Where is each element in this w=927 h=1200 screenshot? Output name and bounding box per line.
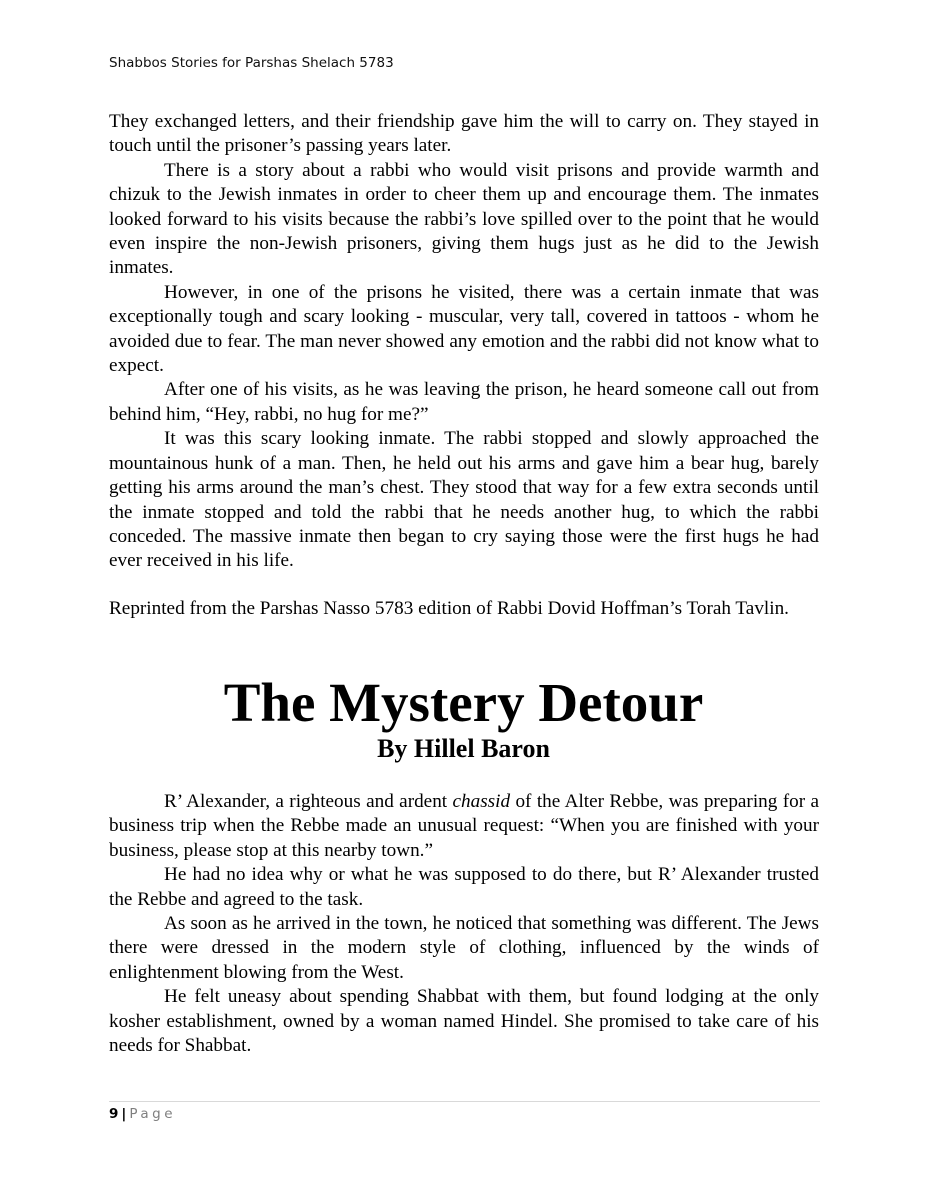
story-continuation xyxy=(109,110,819,574)
text-run: R’ Alexander, a righteous and ardent xyxy=(164,791,453,812)
paragraph: He had no idea why or what he was supposed to do there, but R’ Alexander trusted the Rebbe and agreed to the task. xyxy=(109,864,819,910)
paragraph: He felt uneasy about spending Shabbat with them, but found lodging at the only kosher establishment, owned by a woman named Hindel. She promised to take care of his needs for Shabbat. xyxy=(109,986,819,1057)
article-title: The Mystery Detour xyxy=(223,672,704,733)
article-byline: By Hillel Baron xyxy=(377,734,550,763)
paragraph: There is a story about a rabbi who would visit prisons and provide warmth and chizuk to the Jewish inmates in order to cheer them up and encourage them. The inmates looked forward to his visits because the rabbi’s love spilled over to the point that he would even inspire the non-Jewish prisoners, giving them hugs just as he did to the Jewish inmates. xyxy=(109,159,819,279)
reprint-note: Reprinted from the Parshas Nasso 5783 edition of Rabbi Dovid Hoffman’s Torah Tavlin. xyxy=(109,598,789,619)
paragraph: As soon as he arrived in the town, he noticed that something was different. The Jews there were dressed in the modern style of clothing, influenced by the winds of enlightenment blowing from the West. xyxy=(109,913,819,983)
italic-term: chassid xyxy=(452,791,511,812)
footer-divider xyxy=(109,1101,820,1102)
running-header: Shabbos Stories for Parshas Shelach 5783 xyxy=(109,55,394,71)
page-footer xyxy=(109,1106,176,1122)
paragraph: It was this scary looking inmate. The rabbi stopped and slowly approached the mountainous hunk of a man. Then, he held out his arms and gave him a bear hug, barely getting his arms around the man’s chest. They stood that way for a few extra seconds until the inmate stopped and told the rabbi that he needs another hug, to which the rabbi conceded. The massive inmate then began to cry saying those were the first hugs he had ever received in his life. xyxy=(109,428,819,572)
page-number: 9 xyxy=(109,1106,119,1122)
paragraph: After one of his visits, as he was leaving the prison, he heard someone call out from behind him, “Hey, rabbi, no hug for me?” xyxy=(109,379,819,425)
paragraph xyxy=(109,790,819,863)
page-label: Page xyxy=(129,1106,177,1122)
paragraph: However, in one of the prisons he visited, there was a certain inmate that was exceptionally tough and scary looking - muscular, very tall, covered in tattoos - whom he avoided due to fear. The man never showed any emotion and the rabbi did not know what to expect. xyxy=(109,281,819,377)
reprint-credit xyxy=(109,597,819,621)
article-body xyxy=(109,790,819,1058)
footer-separator: | xyxy=(121,1106,127,1122)
paragraph: They exchanged letters, and their friendship gave him the will to carry on. They stayed in touch until the prisoner’s passing years later. xyxy=(109,111,819,157)
text-run: of the Alter Rebbe, was preparing for a business trip when the Rebbe made an unusual request: “When you are finished with your business, please stop at this nearby town.” xyxy=(109,791,819,861)
